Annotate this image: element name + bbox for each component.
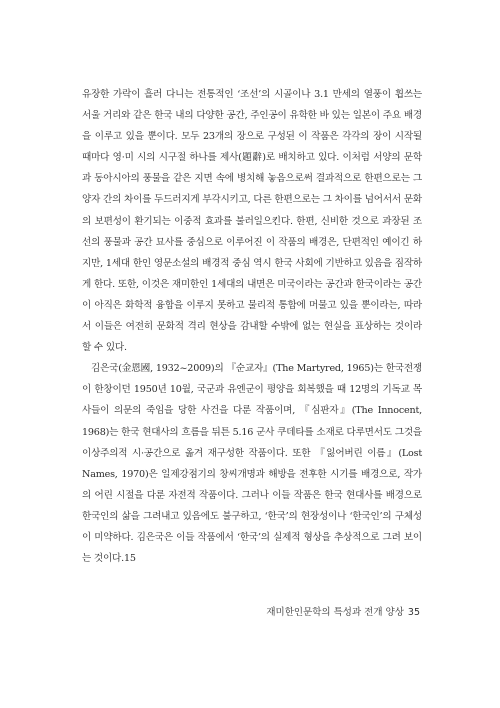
paragraph: 유장한 가락이 흘러 다니는 전통적인 ‘조선’의 시골이나 3.1 만세의 열풍이 휩쓰는 서울 거리와 같은 한국 내의 다양한 공간, 주인공이 유학한 바 있는 일본이 주요 배경을 이루고 있을 뿐이다. 모두 23개의 장으로 구성된 이 작품은 각각의 장이 시작될 때마다 영·미 시의 시구절 하나를 제사(題辭)로 배치하고 있다. 이처럼 서양의 문학과 동아시아의 풍물을 같은 지면 속에 병치해 놓음으로써 결과적으로 한편으로는 그 양자 간의 차이를 두드러지게 부각시키고, 다른 한편으로는 그 차이를 넘어서서 문화의 보편성이 환기되는 이중적 효과를 불러일으킨다. 한편, 신비한 것으로 과장된 조선의 풍물과 공간 묘사를 중심으로 이루어진 이 작품의 배경은, 단편적인 예이긴 하지만, 1세대 한인 영문소설의 배경적 중심 역시 한국 사회에 기반하고 있음을 짐작하게 한다. 또한, 이것은 재미한인 1세대의 내면은 미국이라는 공간과 한국이라는 공간이 아직은 화학적 융합을 이루지 못하고 물리적 통합에 머물고 있을 뿐이라는, 따라서 이들은 여전히 문화적 격리 현상을 감내할 수밖에 없는 현실을 표상하는 것이라 할 수 있다. [82,89,422,354]
running-title: 재미한인문학의 특성과 전개 양상 [266,607,404,618]
body-text [82,84,422,569]
page-footer [266,604,420,618]
paragraph: 김은국(金恩國, 1932~2009)의 『순교자』(The Martyred, 1965)는 한국전쟁이 한창이던 1950년 10월, 국군과 유엔군이 평양을 회복했을 때 12명의 기독교 목사들이 의문의 죽임을 당한 사건을 다룬 작품이며, 『심판자』(The Innocent, 1968)는 한국 현대사의 흐름을 뒤튼 5.16 군사 쿠데타를 소재로 다루면서도 그것을 이상주의적 시·공간으로 옮겨 재구성한 작품이다. 또한 『잃어버린 이름』(Lost Names, 1970)은 일제강점기의 창씨개명과 해방을 전후한 시기를 배경으로, 작가의 어린 시절을 다룬 자전적 작품이다. 그러나 이들 작품은 한국 현대사를 배경으로 한국인의 삶을 그려내고 있음에도 불구하고, ‘한국’의 현장성이나 ‘한국인’의 구체성이 미약하다. 김은국은 이들 작품에서 ‘한국’의 실제적 형상을 추상적으로 그려 보이는 것이다.15 [82,363,422,565]
page-number: 35 [407,607,420,618]
